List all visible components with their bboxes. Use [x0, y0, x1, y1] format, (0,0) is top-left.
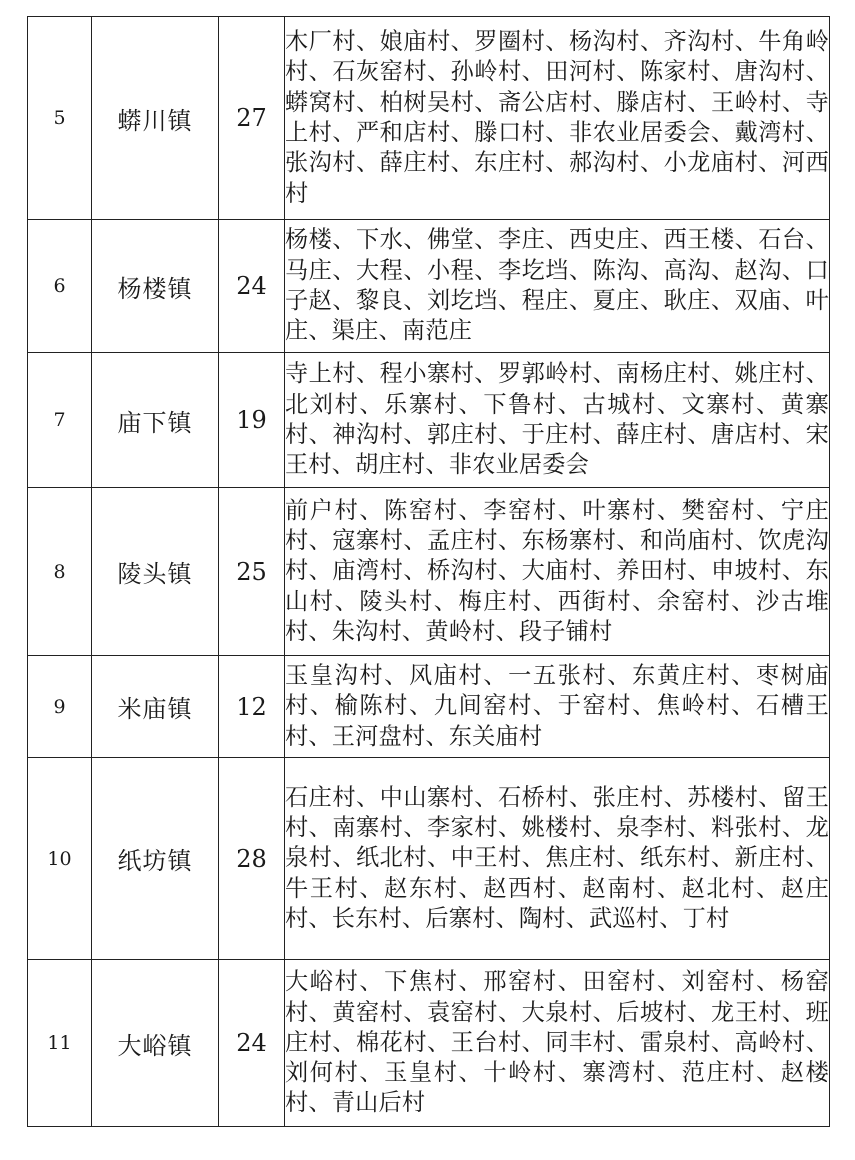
table-row [28, 488, 830, 656]
row-number-cell: 11 [28, 960, 92, 1127]
town-name-cell: 纸坊镇 [92, 758, 219, 960]
village-list-cell: 木厂村、娘庙村、罗圈村、杨沟村、齐沟村、牛角岭村、石灰窑村、孙岭村、田河村、陈家村、唐沟村、蟒窝村、柏树吴村、斋公店村、滕店村、王岭村、寺上村、严和店村、滕口村、非农业居委会、戴湾村、张沟村、薛庄村、东庄村、郝沟村、小龙庙村、河西村 [285, 17, 830, 220]
town-name-cell: 陵头镇 [92, 488, 219, 656]
table-row [28, 353, 830, 488]
village-list-cell: 大峪村、下焦村、邢窑村、田窑村、刘窑村、杨窑村、黄窑村、袁窑村、大泉村、后坡村、龙王村、班庄村、棉花村、王台村、同丰村、雷泉村、高岭村、刘何村、玉皇村、十岭村、寨湾村、范庄村、赵楼村、青山后村 [285, 960, 830, 1127]
row-number-cell: 5 [28, 17, 92, 220]
village-count-cell: 28 [219, 758, 285, 960]
table-row [28, 960, 830, 1127]
village-list-cell: 玉皇沟村、风庙村、一五张村、东黄庄村、枣树庙村、榆陈村、九间窑村、于窑村、焦岭村、石槽王村、王河盘村、东关庙村 [285, 656, 830, 758]
village-count-cell: 19 [219, 353, 285, 488]
table-row [28, 758, 830, 960]
village-list-cell: 前户村、陈窑村、李窑村、叶寨村、樊窑村、宁庄村、寇寨村、孟庄村、东杨寨村、和尚庙村、饮虎沟村、庙湾村、桥沟村、大庙村、养田村、申坡村、东山村、陵头村、梅庄村、西街村、余窑村、沙古堆村、朱沟村、黄岭村、段子铺村 [285, 488, 830, 656]
village-count-cell: 24 [219, 960, 285, 1127]
row-number-cell: 7 [28, 353, 92, 488]
village-count-cell: 24 [219, 220, 285, 353]
table-row [28, 656, 830, 758]
row-number-cell: 6 [28, 220, 92, 353]
table-row [28, 220, 830, 353]
village-list-cell: 杨楼、下水、佛堂、李庄、西史庄、西王楼、石台、马庄、大程、小程、李圪垱、陈沟、高沟、赵沟、口子赵、黎良、刘圪垱、程庄、夏庄、耿庄、双庙、叶庄、渠庄、南范庄 [285, 220, 830, 353]
town-name-cell: 蟒川镇 [92, 17, 219, 220]
row-number-cell: 10 [28, 758, 92, 960]
village-list-cell: 石庄村、中山寨村、石桥村、张庄村、苏楼村、留王村、南寨村、李家村、姚楼村、泉李村、料张村、龙泉村、纸北村、中王村、焦庄村、纸东村、新庄村、牛王村、赵东村、赵西村、赵南村、赵北村、赵庄村、长东村、后寨村、陶村、武巡村、丁村 [285, 758, 830, 960]
town-name-cell: 庙下镇 [92, 353, 219, 488]
village-list-cell: 寺上村、程小寨村、罗郭岭村、南杨庄村、姚庄村、北刘村、乐寨村、下鲁村、古城村、文寨村、黄寨村、神沟村、郭庄村、于庄村、薛庄村、唐店村、宋王村、胡庄村、非农业居委会 [285, 353, 830, 488]
town-village-table [27, 16, 830, 1127]
row-number-cell: 8 [28, 488, 92, 656]
village-count-cell: 12 [219, 656, 285, 758]
town-name-cell: 米庙镇 [92, 656, 219, 758]
village-count-cell: 27 [219, 17, 285, 220]
town-name-cell: 杨楼镇 [92, 220, 219, 353]
town-name-cell: 大峪镇 [92, 960, 219, 1127]
village-count-cell: 25 [219, 488, 285, 656]
row-number-cell: 9 [28, 656, 92, 758]
table-row [28, 17, 830, 220]
